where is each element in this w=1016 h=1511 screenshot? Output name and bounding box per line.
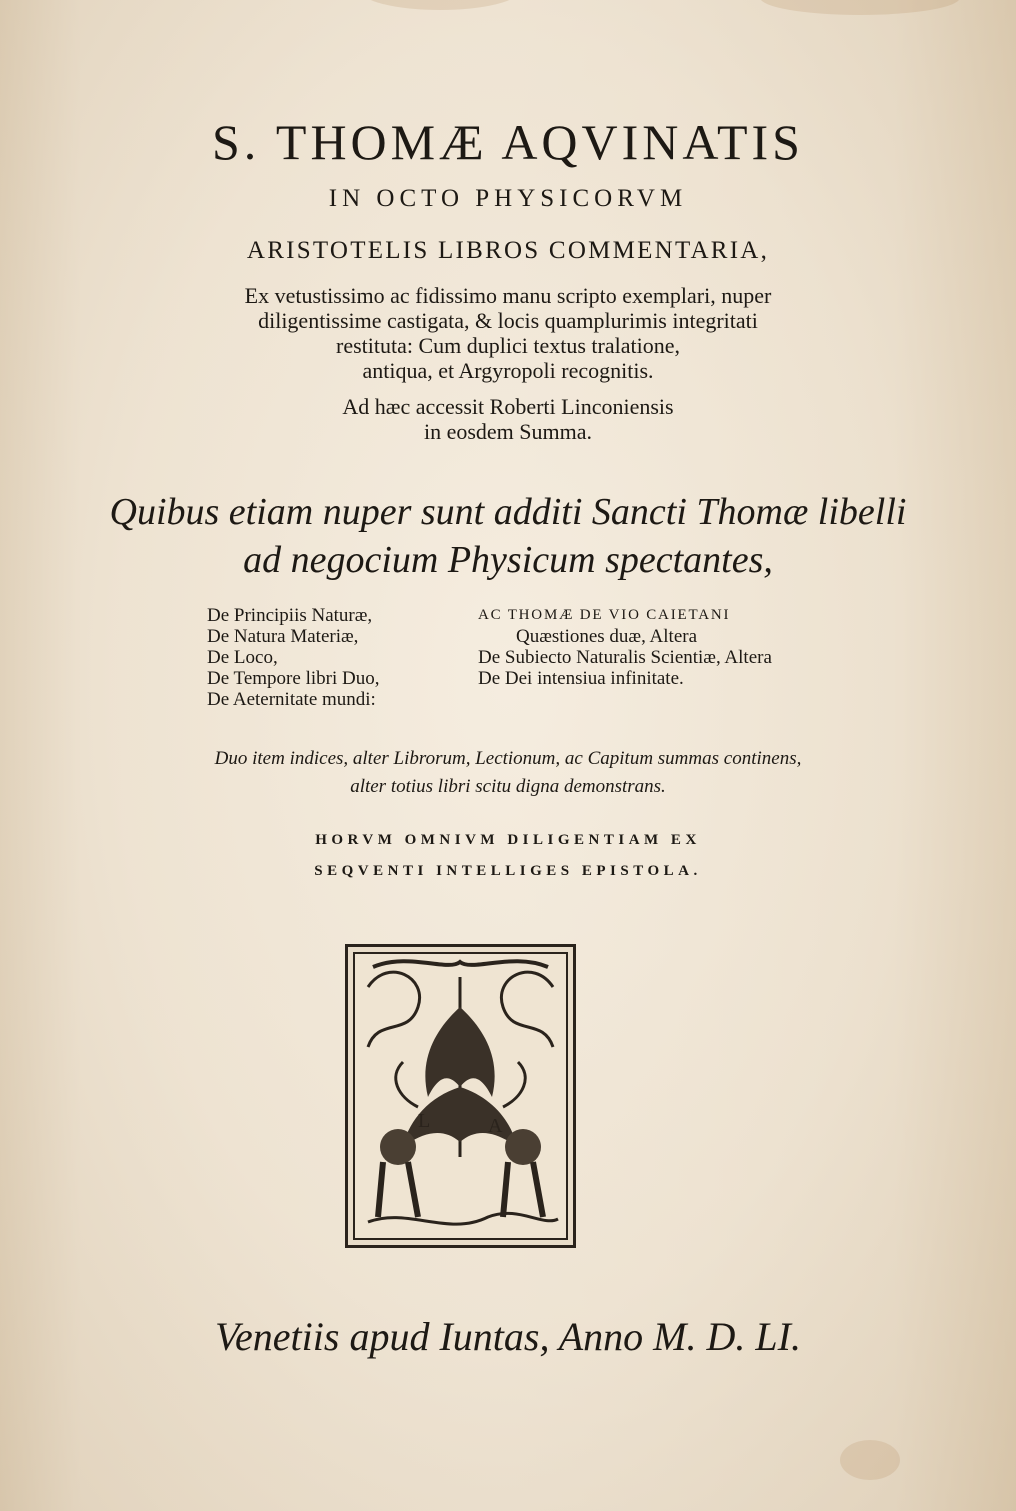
woodcut-letter-left: L [418, 1110, 431, 1132]
left-column-item: De Aeternitate mundi: [207, 689, 376, 710]
woodcut-letter-right: A [488, 1115, 503, 1137]
description-line: Ad hæc accessit Roberti Linconiensis [342, 394, 674, 419]
description-line: diligentissime castigata, & locis quamplurimis integritati [258, 308, 758, 333]
right-column-item: Quæstiones duæ, Altera [516, 626, 698, 647]
right-column [478, 605, 772, 689]
additions-line: Quibus etiam nuper sunt additi Sancti Thomæ libelli [109, 491, 907, 533]
left-column-item: De Loco, [207, 647, 278, 668]
stain [840, 1440, 900, 1480]
description-line: Ex vetustissimo ac fidissimo manu scripto exemplari, nuper [244, 283, 772, 308]
epistola-line: HORVM OMNIVM DILIGENTIAM EX [315, 832, 701, 848]
additions-line: ad negocium Physicum spectantes, [243, 539, 773, 581]
stain [360, 0, 520, 10]
epistola-line: SEQVENTI INTELLIGES EPISTOLA. [314, 863, 702, 879]
description-line: restituta: Cum duplici textus tralatione, [336, 333, 680, 358]
title-line-3: ARISTOTELIS LIBROS COMMENTARIA, [246, 237, 770, 264]
description-line: antiqua, et Argyropoli recognitis. [362, 358, 654, 383]
lily-emblem-icon [348, 947, 573, 1245]
indices-line: alter totius libri scitu digna demonstrans. [350, 776, 666, 797]
indices-line: Duo item indices, alter Librorum, Lectionum, ac Capitum summas continens, [214, 748, 802, 769]
left-column [207, 605, 379, 710]
title-line-2: IN OCTO PHYSICORVM [328, 185, 688, 212]
right-column-item: De Subiecto Naturalis Scientiæ, Altera [478, 647, 772, 668]
stain [760, 0, 960, 15]
title-line-1: S. THOMÆ AQVINATIS [212, 114, 804, 170]
left-column-item: De Principiis Naturæ, [207, 605, 373, 626]
left-column-item: De Natura Materiæ, [207, 626, 359, 647]
left-column-item: De Tempore libri Duo, [207, 668, 380, 689]
printer-device-woodcut [345, 944, 576, 1248]
right-column-item: AC THOMÆ DE VIO CAIETANI [478, 607, 731, 623]
right-column-item: De Dei intensiua infinitate. [478, 668, 684, 689]
description-line: in eosdem Summa. [423, 419, 593, 444]
imprint: Venetiis apud Iuntas, Anno M. D. LI. [215, 1314, 801, 1359]
